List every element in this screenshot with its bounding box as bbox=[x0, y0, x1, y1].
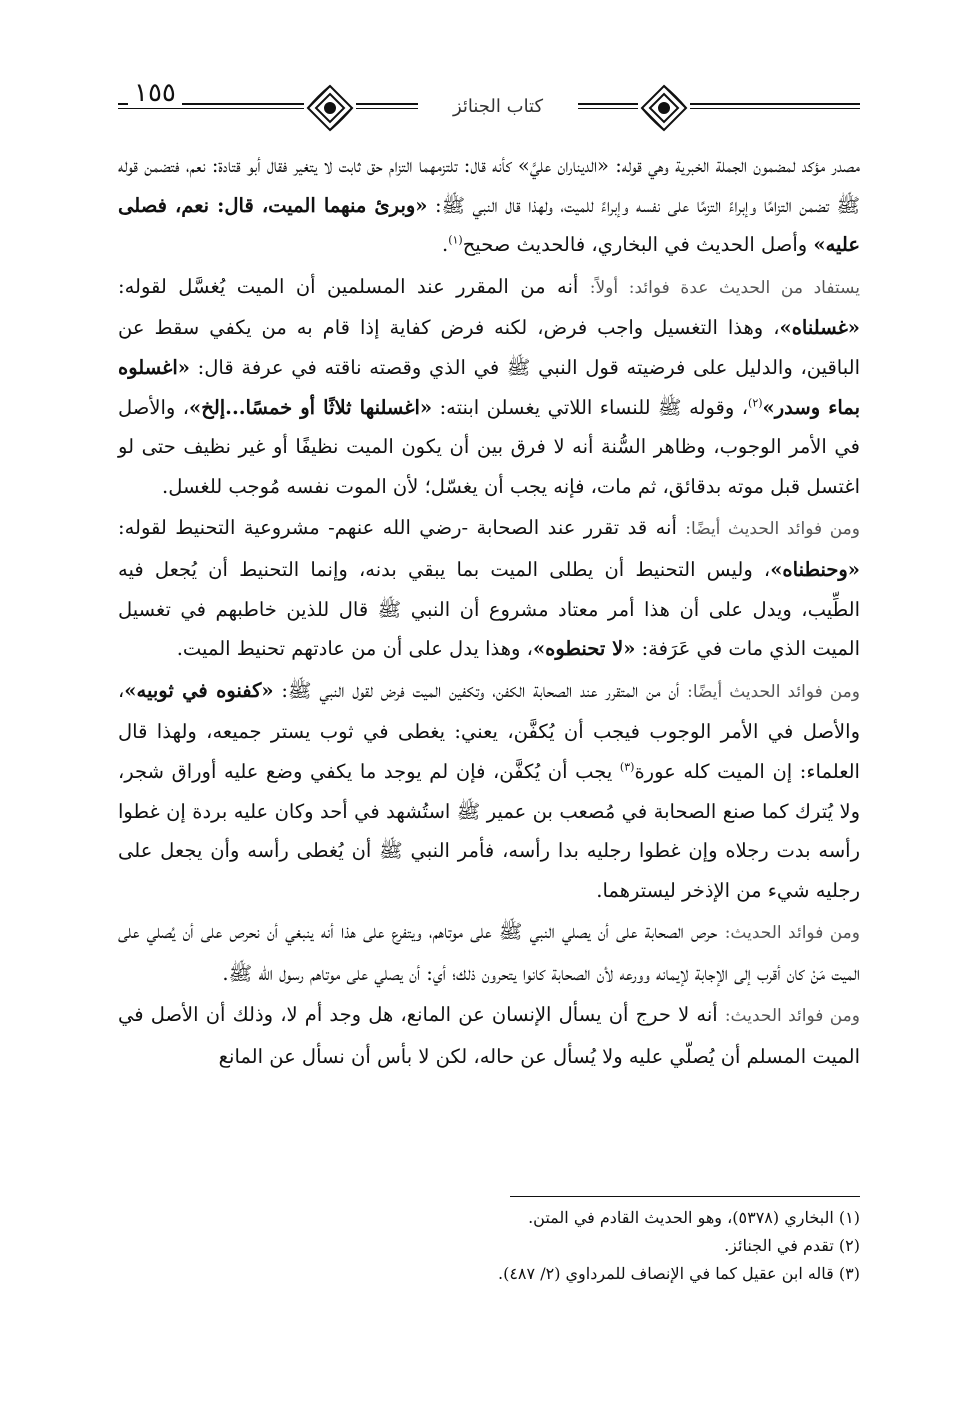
paragraph-3: ومن فوائد الحديث أيضًا: أنه قد تقرر عند الصحابة -رضي الله عنهم- مشروعية التحنيط لقوله: «وحنطناه»، وليس التحنيط أن يطلى الميت بما يبقي بدنه، وإنما التحنيط أن يُجعل فيه الطِّيب، ويدل على أن هذا أمر معتاد مشروع أن النبي ﷺ قال للذين خاطبهم في تغسيل الميت الذي مات في عَرَفة: «لا تحنطوه»، وهذا يدل على أن من عادتهم تحنيط الميت. bbox=[118, 516, 860, 661]
page-number: ١٥٥ bbox=[128, 78, 182, 108]
hadith-quote: «لا تحنطوه» bbox=[532, 637, 636, 661]
benefit-label: ومن فوائد الحديث: bbox=[724, 1006, 860, 1027]
hadith-quote: «وحنطناه» bbox=[770, 557, 860, 581]
hadith-quote: «اغسلنها ثلاثًا أو خمسًا...إلخ» bbox=[189, 395, 433, 419]
hadith-quote: «وبرئ منهما الميت، قال: نعم، فصلى عليه» bbox=[118, 193, 860, 257]
footnote-ref-3: (٣) bbox=[619, 760, 635, 774]
footnote-ref-1: (١) bbox=[448, 233, 463, 247]
hadith-quote: «غسلناه» bbox=[779, 316, 860, 340]
page-header bbox=[118, 78, 860, 140]
footnote-1: (١) البخاري (٥٣٧٨)، وهو الحديث القادم في المتن. bbox=[528, 1208, 860, 1227]
paragraph-5: ومن فوائد الحديث: حرص الصحابة على أن يصلي النبي ﷺ على موتاهم، ويتفرع على هذا أنه ينبغي أن نحرص على أن يُصلي على الميت مَنْ كان أقرب إلى الإجابة لإيمانه وورعه لأن الصحابة كانوا يتحرون ذلك؛ أي: أن يصلي على موتاهم رسول الله ﷺ. bbox=[118, 920, 860, 985]
paragraph-1: مصدر مؤكد لمضمون الجملة الخبرية وهي قوله: «الديناران عليَّ» كأنه قال: تلتزمهما التزام حق ثابت لا يتغير فقال أبو قتادة: نعم، فتضمن قوله ﷺ تضمن التزامًا وإبراءً التزمًا على نفسه وإبراءً للميت، ولهذا قال النبي ﷺ: «وبرئ منهما الميت، قال: نعم، فصلى عليه» وأصل الحديث في البخاري، فالحديث صحيح$^{(١)}$. bbox=[118, 154, 860, 257]
body-text bbox=[118, 146, 860, 1079]
benefit-label: يستفاد من الحديث عدة فوائد: أولاً: bbox=[589, 277, 860, 298]
paragraph-2: يستفاد من الحديث عدة فوائد: أولاً: أنه من المقرر عند المسلمين أن الميت يُغسَّل لقوله: «غسلناه»، وهذا التغسيل واجب فرض، لكنه فرض كفاية إذا قام به من يكفي سقط عن الباقين، والدليل على فرضيته قول النبي ﷺ في الذي وقصته ناقته في عرفة قال: «اغسلوه بماء وسدر»$^{(٢)}$، وقوله ﷺ للنساء اللاتي يغسلن ابنته: «اغسلنها ثلاثًا أو خمسًا...إلخ»، والأصل في الأمر الوجوب، وظاهر السُّنة أنه لا فرق بين أن يكون الميت نظيفًا أو غير نظيف حتى لو اغتسل قبل موته بدقائق، ثم مات، فإنه يجب أن يغسّل؛ لأن الموت نفسه مُوجب للغسل. bbox=[118, 274, 861, 498]
footnotes bbox=[118, 1204, 860, 1288]
paragraph-6: ومن فوائد الحديث: أنه لا حرج أن يسأل الإنسان عن المانع، هل وجد أم لا، وذلك أن الأصل في الميت المسلم أن يُصلّي عليه ولا يُسأل عن حاله، لكن لا بأس أن نسأل عن المانع bbox=[118, 1003, 860, 1069]
footnote-divider bbox=[510, 1196, 860, 1197]
footnote-3: (٣) قاله ابن عقيل كما في الإنصاف للمرداوي (٢/ ٤٨٧). bbox=[498, 1264, 860, 1283]
ornament-left-icon bbox=[304, 82, 356, 134]
footnote-ref-2: (٢) bbox=[748, 396, 763, 410]
benefit-label: ومن فوائد الحديث: bbox=[724, 923, 860, 944]
benefit-label: ومن فوائد الحديث أيضًا: bbox=[687, 681, 860, 702]
book-title: كتاب الجنائز bbox=[418, 96, 578, 117]
paragraph-4: ومن فوائد الحديث أيضًا: أن من المتقرر عند الصحابة الكفن، وتكفين الميت فرض لقول النبي ﷺ: «كفنوه في ثوبيه»، والأصل في الأمر الوجوب فيجب أن يُكفَّن، يعني: يغطى في ثوب يستر جميعه، ولهذا قال العلماء: إن الميت كله عورة$^{(٣)}$ يجب أن يُكفَّن، فإن لم يوجد ما يكفي وضع عليه أوراق شجر، ولا يُترك كما صنع الصحابة في مُصعب بن عمير ﷺ استُشهد في أحد وكان عليه بردة إن غطوا رأسه بدت رجلاه وإن غطوا رجليه بدا رأسه، فأمر النبي ﷺ أن يُغطى رأسه وأن يجعل على رجليه شيء من الإذخر ليسترهما. bbox=[118, 678, 860, 902]
hadith-quote: «كفنوه في ثوبيه» bbox=[124, 678, 274, 702]
benefit-label: ومن فوائد الحديث أيضًا: bbox=[685, 519, 860, 540]
hadith-quote: «اغسلوه بماء وسدر» bbox=[118, 355, 861, 419]
ornament-right-icon bbox=[638, 82, 690, 134]
footnote-2: (٢) تقدم في الجنائز. bbox=[724, 1236, 860, 1255]
